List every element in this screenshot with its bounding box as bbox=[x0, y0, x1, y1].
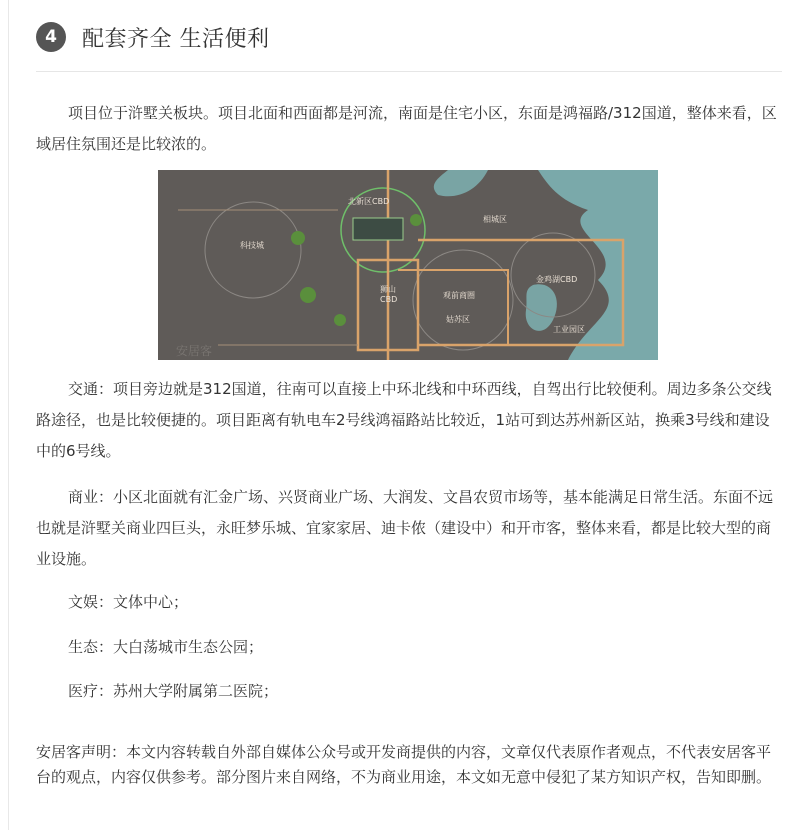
paragraph-location: 项目位于浒墅关板块。项目北面和西面都是河流，南面是住宅小区，东面是鸿福路/312国道，整体来看，区域居住氛围还是比较浓的。 bbox=[36, 104, 777, 153]
map-label-xiangcheng: 相城区 bbox=[483, 215, 507, 224]
paragraph-ecology: 生态：大白荡城市生态公园； bbox=[68, 638, 264, 656]
paragraph-commerce: 商业：小区北面就有汇金广场、兴贤商业广场、大润发、文昌农贸市场等，基本能满足日常生活。东面不远也就是浒墅关商业四巨头，永旺梦乐城、宜家家居、迪卡侬（建设中）和开市客，整体来看，都是比较大型的商业设施。 bbox=[36, 488, 774, 568]
map-label-shishan-cbd: CBD bbox=[380, 295, 398, 304]
map-label-guanqian: 观前商圈 bbox=[443, 291, 475, 300]
map-label-shishan: 狮山 bbox=[380, 285, 396, 294]
section-header bbox=[36, 14, 270, 60]
paragraph-culture: 文娱：文体中心； bbox=[68, 593, 189, 611]
section-title: 配套齐全 生活便利 bbox=[82, 26, 270, 52]
map-label-industrial: 工业园区 bbox=[553, 325, 585, 334]
map-green-3 bbox=[334, 314, 346, 326]
map-watermark: 安居客 bbox=[176, 344, 213, 358]
map-green-4 bbox=[410, 214, 422, 226]
map-label-jinji-cbd: 金鸡湖CBD bbox=[536, 275, 578, 284]
map-label-north-cbd: 北新区CBD bbox=[348, 197, 390, 206]
paragraph-medical: 医疗：苏州大学附属第二医院； bbox=[68, 682, 279, 700]
map-green-1 bbox=[291, 231, 305, 245]
location-map-image bbox=[158, 170, 658, 360]
page-left-border bbox=[8, 0, 9, 830]
map-label-gusu: 姑苏区 bbox=[446, 315, 470, 324]
map-green-2 bbox=[300, 287, 316, 303]
location-map-svg bbox=[158, 170, 658, 360]
paragraph-traffic: 交通：项目旁边就是312国道，往南可以直接上中环北线和中环西线，自驾出行比较便利。周边多条公交线路途径，也是比较便捷的。项目距离有轨电车2号线鸿福路站比较近，1站可到达苏州新区站，换乘3号线和建设中的6号线。 bbox=[36, 380, 772, 460]
map-label-tech-city: 科技城 bbox=[240, 241, 264, 250]
header-divider bbox=[36, 71, 782, 72]
disclaimer-text: 安居客声明：本文内容转载自外部自媒体公众号或开发商提供的内容，文章仅代表原作者观点，不代表安居客平台的观点，内容仅供参考。部分图片来自网络，不为商业用途，本文如无意中侵犯了某方知识产权，告知即删。 bbox=[36, 743, 772, 786]
section-number-badge: 4 bbox=[36, 22, 66, 52]
map-project-marker bbox=[353, 218, 403, 240]
